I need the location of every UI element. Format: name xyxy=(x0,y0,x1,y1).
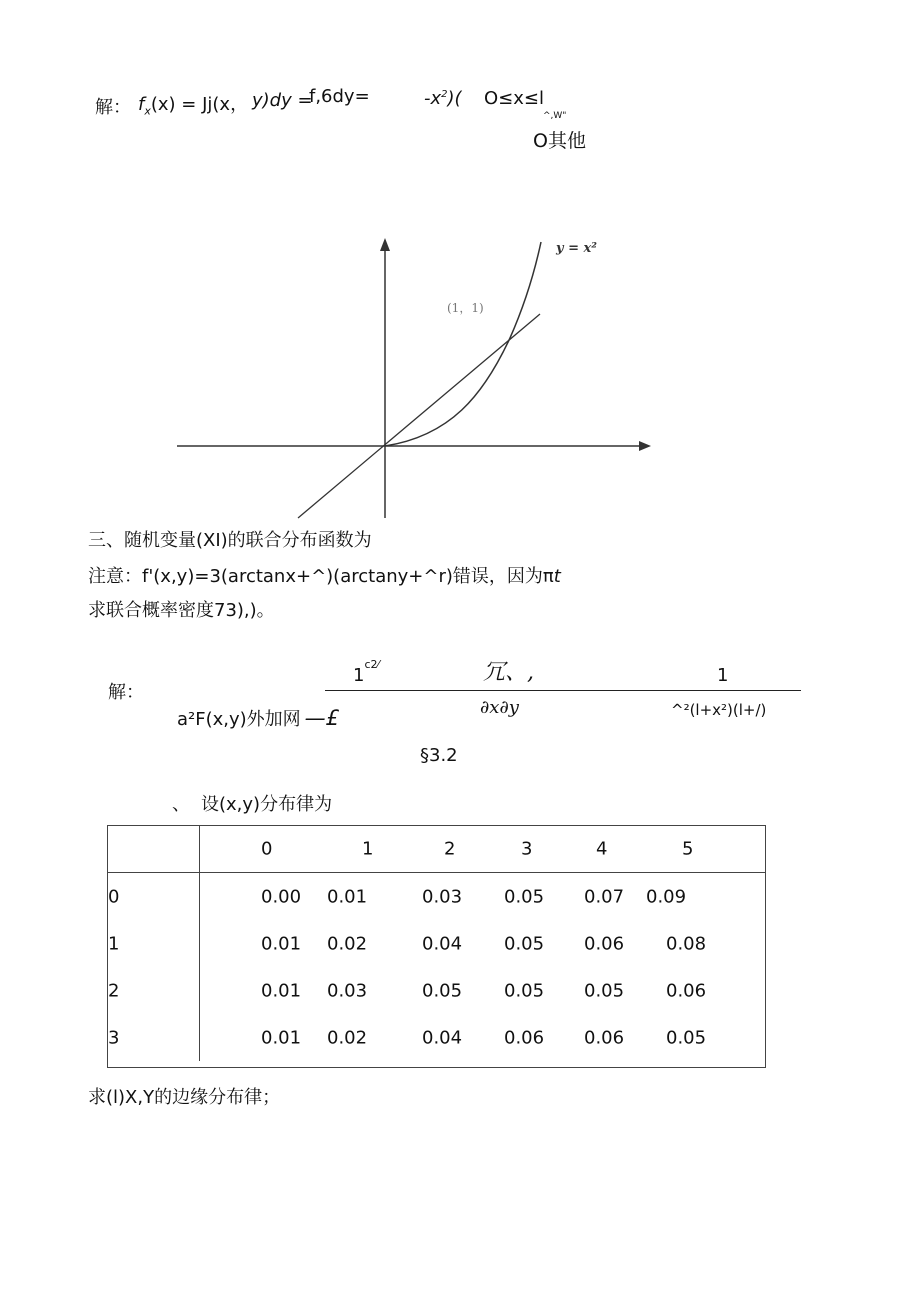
table-cell: 0.04 xyxy=(422,1027,463,1048)
x-axis xyxy=(177,441,651,451)
parabola-curve xyxy=(385,242,541,446)
table-cell: 0.00 xyxy=(261,886,302,907)
table-cell: 0.01 xyxy=(261,980,302,1001)
solution-label-2: 解： xyxy=(108,682,144,703)
fraction-bar xyxy=(325,690,801,691)
table-row xyxy=(107,873,766,921)
condition-range: O≤x≤l xyxy=(484,88,544,109)
numerator-one: $1^{c2⁄}$ xyxy=(353,658,380,686)
table-row xyxy=(107,1014,766,1061)
tiny-mark: ^,W" xyxy=(543,111,567,121)
column-header: 1 xyxy=(362,838,374,859)
point-label: (1，1) xyxy=(447,301,484,315)
table-cell: 0.05 xyxy=(584,980,625,1001)
section-three-heading: 三、随机变量(XI)的联合分布函数为 xyxy=(88,530,372,551)
table-cell: 0.09 xyxy=(646,886,687,907)
table-cell: 0.02 xyxy=(327,1027,368,1048)
joint-density-request: 求联合概率密度73),)。 xyxy=(88,600,275,621)
solution-label: 解： xyxy=(95,97,131,118)
line-y-equals-x xyxy=(298,314,540,518)
column-header: 2 xyxy=(444,838,456,859)
table-cell: 0.05 xyxy=(422,980,463,1001)
formula-part2: y)dy = xyxy=(252,90,313,111)
lhs-expression: a²F(x,y)外加网 —£ xyxy=(177,706,340,730)
table-cell: 0.01 xyxy=(327,886,368,907)
table-cell: 0.05 xyxy=(504,933,545,954)
table-row xyxy=(107,920,766,967)
table-cell: 0.07 xyxy=(584,886,625,907)
table-header-cells xyxy=(200,825,767,873)
table-row xyxy=(107,967,766,1014)
row-label: 0 xyxy=(108,886,120,907)
table-cell: 0.06 xyxy=(504,1027,545,1048)
numerator-right: 1 xyxy=(717,665,729,686)
formula-part4: $-x^2$)( xyxy=(424,88,462,109)
table-cell: 0.01 xyxy=(261,933,302,954)
column-header: 0 xyxy=(261,838,273,859)
row-label: 3 xyxy=(108,1027,120,1048)
function-graph xyxy=(165,230,665,525)
column-header: 3 xyxy=(521,838,533,859)
curve-label: y = x² xyxy=(556,241,597,256)
formula-fx: $f_x(x) = Jj(x$， xyxy=(138,94,249,118)
table-cell: 0.03 xyxy=(327,980,368,1001)
table-cell: 0.05 xyxy=(504,980,545,1001)
note-line: 注意：f'(x,y)=3(arctanx+^)(arctany+^r)错误，因为πt xyxy=(88,566,561,587)
table-cell: 0.03 xyxy=(422,886,463,907)
denominator-right: ^²(l+x²)(l+/) xyxy=(671,701,767,719)
condition-otherwise: O其他 xyxy=(533,130,586,152)
table-cell: 0.01 xyxy=(261,1027,302,1048)
partial-derivative-denominator: ∂x∂y xyxy=(480,697,519,718)
table-cell: 0.06 xyxy=(666,980,707,1001)
distribution-table xyxy=(107,825,766,1061)
y-axis xyxy=(380,238,390,518)
table-header-row xyxy=(107,825,766,873)
column-header: 5 xyxy=(682,838,694,859)
formula-part3: f,6dy= xyxy=(309,86,370,107)
numerator-mid: 冗、, xyxy=(483,660,534,685)
marginal-distribution-question: 求(l)X,Y的边缘分布律； xyxy=(88,1087,281,1108)
table-cell: 0.02 xyxy=(327,933,368,954)
problem-statement: 设(x,y)分布律为 xyxy=(201,794,333,815)
table-cell: 0.06 xyxy=(584,1027,625,1048)
row-label: 1 xyxy=(108,933,120,954)
section-heading-3-2: §3.2 xyxy=(420,745,458,766)
table-cell: 0.06 xyxy=(584,933,625,954)
table-cell: 0.05 xyxy=(504,886,545,907)
column-header: 4 xyxy=(596,838,608,859)
table-cell: 0.08 xyxy=(666,933,707,954)
problem-mark: 、 xyxy=(172,794,190,815)
table-corner xyxy=(107,825,200,873)
row-label: 2 xyxy=(108,980,120,1001)
table-cell: 0.05 xyxy=(666,1027,707,1048)
table-cell: 0.04 xyxy=(422,933,463,954)
